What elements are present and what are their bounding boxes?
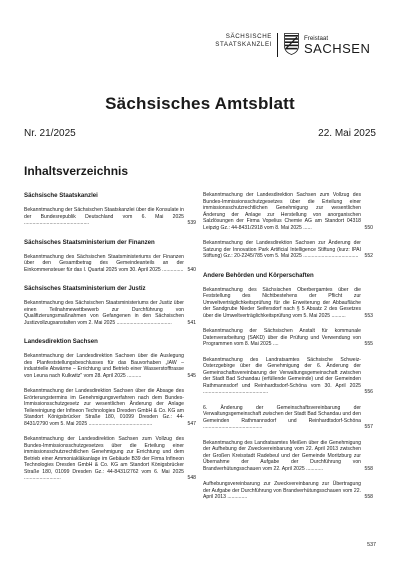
entry-page: 539 — [187, 220, 196, 226]
entry-page: 540 — [187, 266, 196, 273]
toc-section — [24, 338, 196, 482]
section-heading: Sächsisches Staatsministerium der Justiz — [24, 285, 146, 292]
toc-right-column — [203, 192, 373, 513]
entry-page: 556 — [364, 389, 373, 395]
entry-text: Bekanntmachung des Sächsischen Oberbergamtes über die Feststellung des Nichtbestehens der Pflicht zur Umweltverträglichkeitsprüfung für die Erweiterung der Abbaufläche der Sandgrube Nieder Seifersdorf nach § 5 Absatz 2 des Gesetzes über die Umweltverträglichkeitsprüfung vom 5. Mai 2025 .......... — [203, 286, 361, 319]
toc-section — [24, 192, 196, 227]
toc-section — [24, 239, 196, 274]
entry-page: 548 — [187, 475, 196, 481]
coat-of-arms-icon — [284, 33, 299, 55]
toc-entry[interactable] — [24, 353, 196, 379]
toc-section-continued — [203, 192, 373, 260]
entry-text: Bekanntmachung der Sächsischen Staatskanzlei über die Konsulate in der Bundesrepublik Deutschland vom 6. Mai 2025 .............................................. — [24, 207, 184, 226]
page-number: 537 — [367, 542, 376, 548]
entry-page: 555 — [364, 341, 373, 347]
entry-page: 550 — [364, 224, 373, 231]
entry-page: 541 — [187, 319, 196, 326]
issue-date: 22. Mai 2025 — [318, 128, 376, 139]
entry-text: Bekanntmachung der Landesdirektion Sachsen zum Vollzug des Bundes-Immissionsschutzgesetzes über die Erteilung einer immissionsschutzrechtlichen Genehmigung zur Errichtung und dem Betrieb einer Ammoniakläkanlage im Gebäude B39 der Firma Infineon Technologies Dresden GmbH & Co. KG am Standort Königsbrücker Straße 180, 01099 Dresden Gz.: 44-8431/2762 vom 6. Mai 2025 .......................... — [24, 436, 184, 481]
toc-heading: Inhaltsverzeichnis — [24, 164, 129, 178]
toc-entry[interactable] — [24, 207, 196, 227]
entry-text: Bekanntmachung des Landratsamtes Sächsische Schweiz-Osterzgebirge über die Genehmigung der 6. Änderung der Gemeinschaftsvereinbarung der Verwaltungsgemeinschaft zwischen der Stadt Bad Schandau (erfüllende Gemeinde) und der Gemeinden Rathmannsdorf und Reinhardtsdorf-Schöna vom 30. April 2025 .............................................. — [203, 356, 361, 395]
section-heading: Landesdirektion Sachsen — [24, 338, 98, 345]
toc-entry[interactable] — [24, 388, 196, 427]
entry-page: 557 — [364, 424, 373, 430]
issue-number: Nr. 21/2025 — [24, 128, 76, 139]
entry-page: 552 — [364, 253, 373, 259]
entry-text: Bekanntmachung des Sächsischen Staatsministeriums der Finanzen über den Gesamtbetrag des Gemeindeanteils an der Einkommensteuer für das I. Quartal 2025 vom 30. April 2025 ............... — [24, 253, 184, 273]
entry-text: Bekanntmachung der Landesdirektion Sachsen über die Absage des Erörterungstermins im Genehmigungsverfahren nach dem Bundes-Immissionsschutzgesetz zur wesentlichen Änderung der Anlage Teilereinigung der Infineon Technologies Dresden GmbH & Co. KG am Standort Königsbrücker Straße 180, 01099 Dresden Gz.: 44-8431/2790 vom 5. Mai 2025 ............................................. — [24, 388, 184, 427]
entry-page: 545 — [187, 372, 196, 379]
free-state-label: Freistaat — [304, 35, 329, 42]
page-title: Sächsisches Amtsblatt — [105, 94, 295, 113]
toc-section — [203, 272, 373, 501]
agency-line-1: SÄCHSISCHE — [225, 33, 272, 40]
section-heading: Andere Behörden und Körperschaften — [203, 271, 314, 279]
freistaat-sachsen-logo — [284, 32, 374, 58]
toc-entry[interactable] — [24, 254, 196, 274]
logo-divider — [277, 33, 278, 57]
entry-text: Bekanntmachung des Landratsamtes Meißen über die Genehmigung der Aufhebung der Zweckvereinbarung vom 22. April 2013 zwischen der Großen Kreisstadt Radebeul und der Gemeinde Moritzburg zur Übernahme der Aufgabe der Durchführung von Brandverhütungsschauen vom 22. April 2025 ............ — [203, 439, 361, 472]
entry-text: Bekanntmachung des Sächsischen Staatsministeriums der Justiz über einen Teilnahmewettbewerb zur Durchführung von Qualifizierungsmaßnahmen von Gefangenen in den Sächsischen Justizvollzugsanstalten vom 2. Mai 2025 ....................................... — [24, 300, 184, 326]
toc-section — [24, 285, 196, 326]
section-heading: Sächsische Staatskanzlei — [24, 192, 98, 199]
entry-page: 558 — [364, 494, 373, 500]
toc-entry[interactable] — [203, 481, 373, 501]
state-name-label: SACHSEN — [304, 41, 371, 56]
toc-entry[interactable] — [203, 328, 373, 348]
entry-page: 547 — [187, 420, 196, 427]
entry-text: Bekanntmachung der Landesdirektion Sachsen zur Änderung der Satzung der Innovation Park Artificial Intelligence Stiftung (kurz: IPAI Stiftung) Gz.: 20-2245/785 vom 5. Mai 2025 ....................................... — [203, 240, 361, 259]
entry-page: 553 — [364, 312, 373, 319]
toc-entry[interactable] — [203, 287, 373, 320]
toc-entry[interactable] — [203, 440, 373, 473]
toc-left-column — [24, 192, 196, 494]
staatskanzlei-logo — [160, 33, 272, 57]
toc-entry[interactable] — [24, 436, 196, 482]
entry-text: Bekanntmachung der Sächsischen Anstalt für kommunale Datenverarbeitung (SAKD) über die Prüfung und Verwendung von Programmen vom 8. Mai 2025 .... — [203, 328, 361, 347]
toc-entry[interactable] — [203, 240, 373, 260]
entry-text: 6. Änderung der Gemeinschaftsvereinbarung der Verwaltungsgemeinschaft zwischen der Stadt Bad Schandau und den Gemeinden Rathmannsdorf und Reinhardtsdorf-Schöna .......................................... — [203, 404, 361, 430]
section-heading: Sächsisches Staatsministerium der Finanzen — [24, 238, 155, 246]
toc-entry[interactable] — [24, 300, 196, 326]
entry-page: 558 — [364, 465, 373, 472]
entry-text: Aufhebungsvereinbarung zur Zweckvereinbarung zur Übertragung der Aufgabe der Durchführung von Brandverhütungsschauen vom 22. April 2013 .............. — [203, 481, 361, 500]
entry-text: Bekanntmachung der Landesdirektion Sachsen über die Auslegung des Planfeststellungsbeschlusses für das Bauvorhaben „IAW – industrielle Abwärme – Errichtung und Betrieb einer Wasserstofftrasse von Leuna nach Kulkwitz" vom 28. April 2025 .......... — [24, 353, 184, 379]
entry-text: Bekanntmachung der Landesdirektion Sachsen zum Vollzug des Bundes-Immissionsschutzgesetzes über die Erteilung einer immissionsschutzrechtlichen Genehmigung zur wesentlichen Änderung der Anlage zur Herstellung von anorganischen Salzlösungen der Firma Vopelius Chemie AG am Standort 04318 Leipzig Gz.: 44-8431/2918 vom 8. Mai 2025 ...... — [203, 192, 361, 231]
toc-entry[interactable] — [203, 357, 373, 396]
toc-entry[interactable] — [203, 192, 373, 231]
agency-line-2: STAATSKANZLEI — [215, 41, 272, 49]
toc-entry[interactable] — [203, 405, 373, 431]
